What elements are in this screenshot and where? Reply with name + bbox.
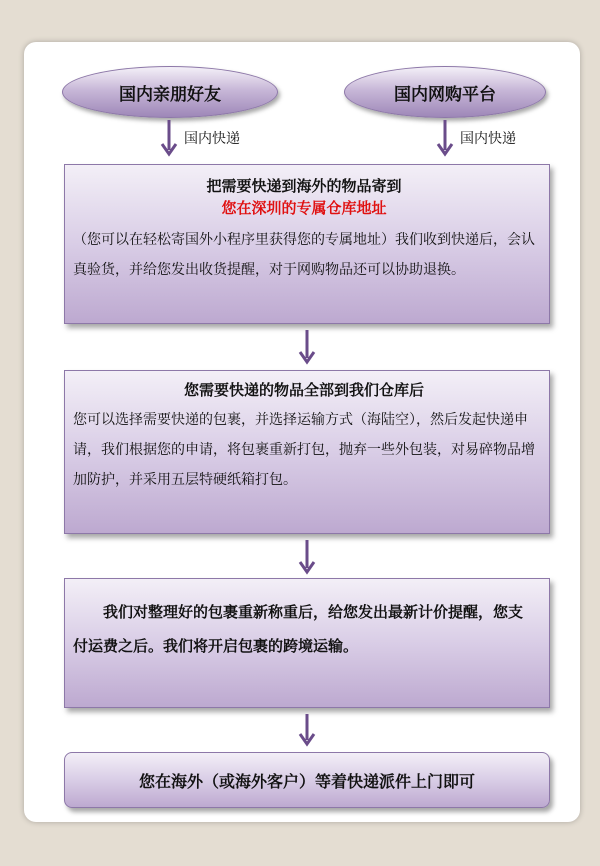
step1-title: 把需要快递到海外的物品寄到 bbox=[206, 177, 402, 195]
step-weigh-and-pay bbox=[64, 578, 550, 708]
step-warehouse-address bbox=[64, 164, 550, 324]
left-arrow-label: 国内快递 bbox=[184, 131, 240, 147]
right-arrow-label: 国内快递 bbox=[460, 131, 516, 147]
step3-body: 我们对整理好的包裹重新称重后，给您发出最新计价提醒，您支付运费之后。我们将开启包裹的跨境运输。 bbox=[73, 603, 524, 655]
step4-body: 您在海外（或海外客户）等着快递派件上门即可 bbox=[138, 771, 475, 791]
step1-highlight: 您在深圳的专属仓库地址 bbox=[221, 199, 387, 217]
step2-body: 您可以选择需要快递的包裹，并选择运输方式（海陆空），然后发起快递申请，我们根据您的申请，将包裹重新打包，抛弃一些外包装，对易碎物品增加防护，并采用五层特硬纸箱打包。 bbox=[73, 412, 535, 488]
arrow-down-icon bbox=[298, 540, 316, 578]
arrow-down-icon bbox=[298, 330, 316, 368]
arrow-down-icon bbox=[436, 120, 454, 160]
step2-title: 您需要快递的物品全部到我们仓库后 bbox=[183, 381, 424, 399]
step-repack bbox=[64, 370, 550, 534]
arrow-down-icon bbox=[160, 120, 178, 160]
step-delivery bbox=[64, 752, 550, 808]
step1-body: （您可以在轻松寄国外小程序里获得您的专属地址）我们收到快递后，会认真验货，并给您发出收货提醒，对于网购物品还可以协助退换。 bbox=[73, 232, 535, 278]
source-friends bbox=[62, 66, 278, 118]
source-shopping-platform bbox=[344, 66, 546, 118]
source-friends-label: 国内亲朋好友 bbox=[119, 84, 221, 105]
source-shopping-label: 国内网购平台 bbox=[394, 84, 496, 105]
arrow-down-icon bbox=[298, 714, 316, 750]
